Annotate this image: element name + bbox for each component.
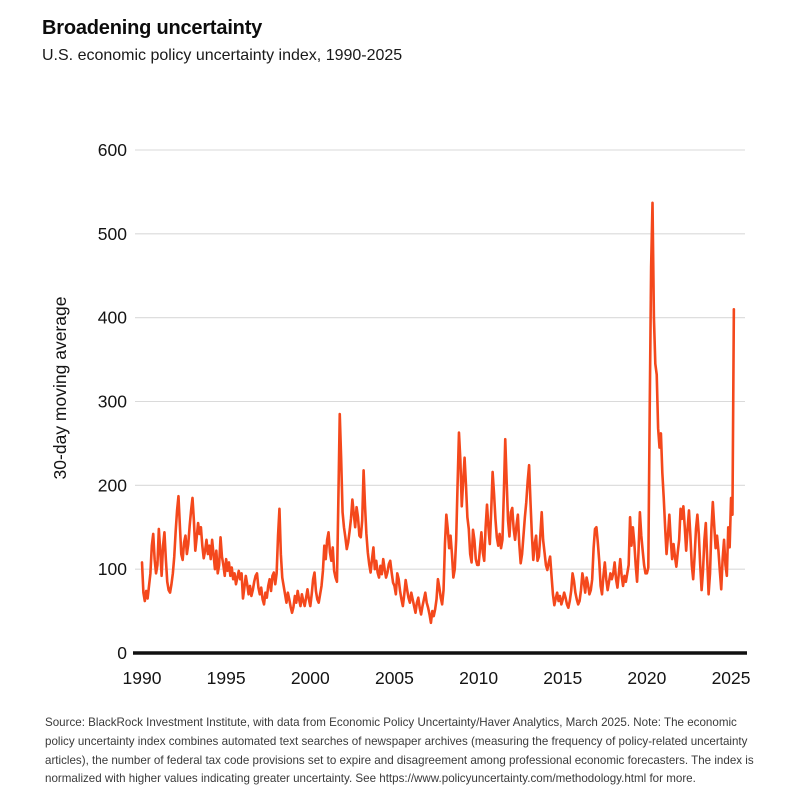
y-axis-title: 30-day moving average <box>50 296 70 480</box>
x-tick-label-2010: 2010 <box>459 668 499 688</box>
x-tick-label-2015: 2015 <box>543 668 583 688</box>
y-tick-label-400: 400 <box>97 307 127 328</box>
epu-series-line <box>142 203 734 623</box>
x-tick-label-1990: 1990 <box>122 668 162 688</box>
y-axis-tick-labels <box>98 140 127 663</box>
y-tick-label-100: 100 <box>97 559 127 580</box>
x-axis-tick-labels <box>123 668 751 688</box>
y-tick-label-500: 500 <box>97 223 127 244</box>
epu-line-chart <box>0 108 800 703</box>
x-tick-label-2025: 2025 <box>711 668 751 688</box>
y-tick-label-300: 300 <box>97 391 127 412</box>
y-tick-label-0: 0 <box>117 643 127 663</box>
x-tick-label-2020: 2020 <box>627 668 667 688</box>
x-tick-label-1995: 1995 <box>206 668 246 688</box>
y-tick-label-200: 200 <box>97 475 127 496</box>
x-tick-label-2000: 2000 <box>290 668 330 688</box>
source-note: Source: BlackRock Investment Institute, with data from Economic Policy Uncertainty/Haver Analytics, March 2025. Note: The economic policy uncertainty index combines automated text searches of newspaper archives (measuring the frequency of policy-related uncertainty articles), the number of federal tax code provisions set to expire and disagreement among professional economic forecasters. The index is normalized with higher values indicating greater uncertainty. See https://www.policyuncertainty.com/methodology.html for more. <box>45 716 754 786</box>
chart-title: Broadening uncertainty <box>42 17 263 39</box>
x-tick-label-2005: 2005 <box>374 668 414 688</box>
y-tick-label-600: 600 <box>97 140 127 160</box>
chart-subtitle: U.S. economic policy uncertainty index, 1990-2025 <box>42 47 403 64</box>
